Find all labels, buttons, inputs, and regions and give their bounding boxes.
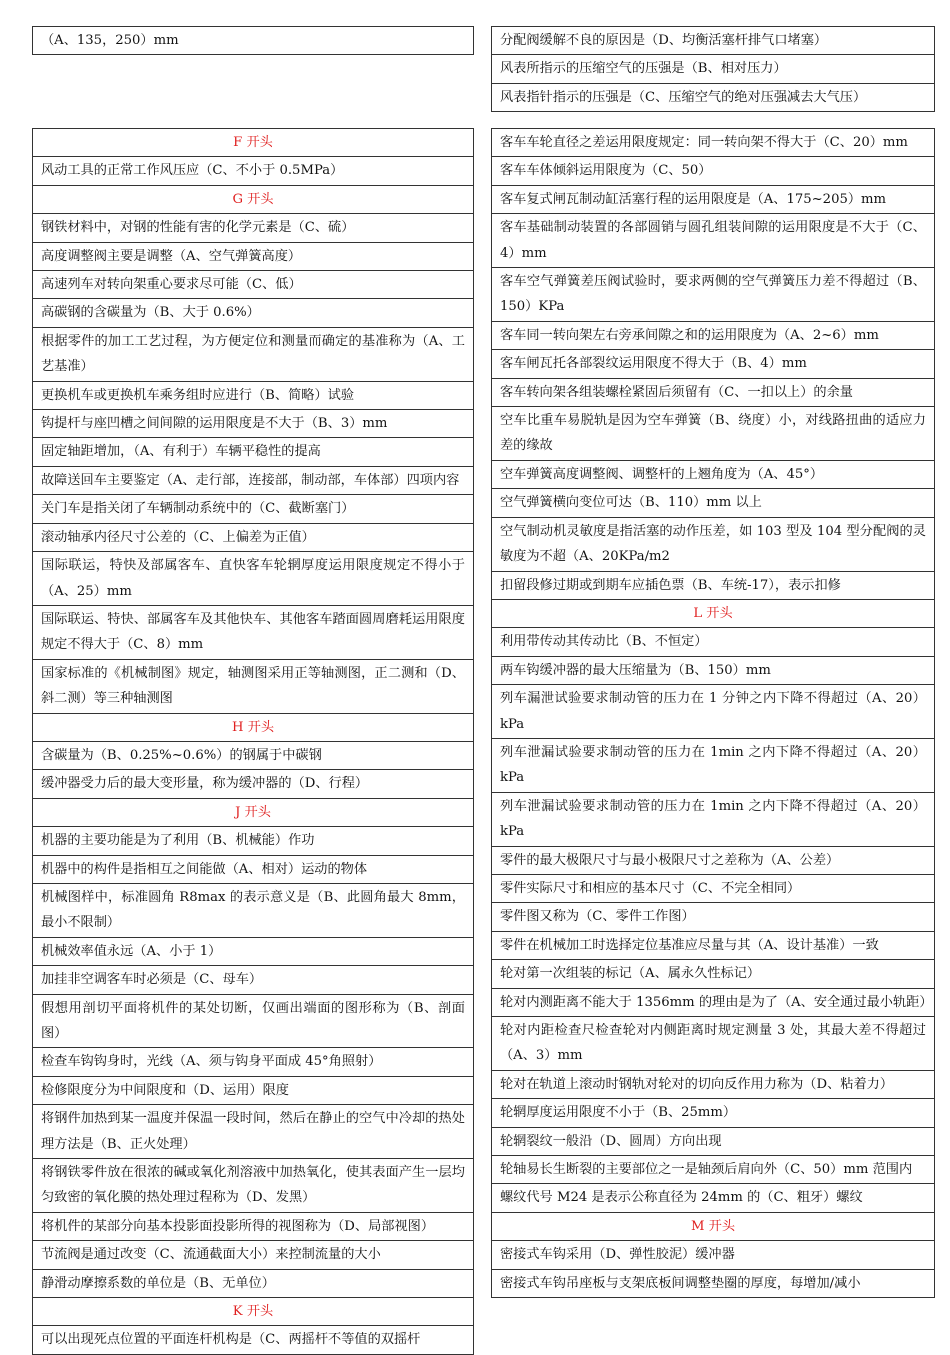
question-row: 将机件的某部分向基本投影面投影所得的视图称为（D、局部视图）: [33, 1212, 473, 1240]
question-row: 密接式车钩吊座板与支架底板间调整垫圈的厚度，每增加/减小: [492, 1269, 934, 1297]
top-left-table: [32, 26, 474, 55]
question-row: 静滑动摩擦系数的单位是（B、无单位）: [33, 1269, 473, 1297]
right-question-table: [491, 128, 935, 1298]
question-row: 机器的主要功能是为了利用（B、机械能）作功: [33, 826, 473, 854]
question-row: 将钢件加热到某一温度并保温一段时间，然后在静止的空气中冷却的热处理方法是（B、正火处理）: [33, 1104, 473, 1158]
question-row: 将钢铁零件放在很浓的碱或氧化剂溶液中加热氧化，使其表面产生一层均匀致密的氧化膜的热处理过程称为（D、发黑）: [33, 1158, 473, 1212]
question-row: 风表指针指示的压强是（C、压缩空气的绝对压强减去大气压）: [492, 83, 934, 111]
question-row: 客车闸瓦托各部裂纹运用限度不得大于（B、4）mm: [492, 349, 934, 377]
question-row: 轮轴易长生断裂的主要部位之一是轴颈后肩向外（C、50）mm 范围内: [492, 1155, 934, 1183]
question-row: 零件图又称为（C、零件工作图）: [492, 902, 934, 930]
question-row: 更换机车或更换机车乘务组时应进行（B、简略）试验: [33, 381, 473, 409]
question-row: 高碳钢的含碳量为（B、大于 0.6%）: [33, 298, 473, 326]
question-row: 客车转向架各组装螺栓紧固后须留有（C、一扣以上）的余量: [492, 378, 934, 406]
question-row: 关门车是指关闭了车辆制动系统中的（C、截断塞门）: [33, 494, 473, 522]
question-row: 列车泄漏试验要求制动管的压力在 1min 之内下降不得超过（A、20）kPa: [492, 792, 934, 846]
question-row: 两车钩缓冲器的最大压缩量为（B、150）mm: [492, 656, 934, 684]
question-row: 螺纹代号 M24 是表示公称直径为 24mm 的（C、粗牙）螺纹: [492, 1183, 934, 1211]
question-row: 空车比重车易脱轨是因为空车弹簧（B、绕度）小，对线路扭曲的适应力 差的缘故: [492, 406, 934, 460]
question-row: （A、135，250）mm: [41, 33, 179, 48]
question-row: 轮辋厚度运用限度不小于（B、25mm）: [492, 1098, 934, 1126]
question-row: 密接式车钩采用（D、弹性胶泥）缓冲器: [492, 1240, 934, 1268]
question-row: 轮对内距检查尺检查轮对内侧距离时规定测量 3 处，其最大差不得超过（A、3）mm: [492, 1016, 934, 1070]
question-row: 客车车轮直径之差运用限度规定：同一转向架不得大于（C、20）mm: [500, 135, 908, 150]
section-heading: M 开头: [492, 1212, 934, 1240]
question-row: 高度调整阀主要是调整（A、空气弹簧高度）: [33, 242, 473, 270]
question-row: 分配阀缓解不良的原因是（D、均衡活塞杆排气口堵塞）: [500, 33, 828, 48]
question-row: 钩提杆与座凹槽之间间隙的运用限度是不大于（B、3）mm: [33, 409, 473, 437]
section-heading: J 开头: [33, 798, 473, 826]
question-row: 假想用剖切平面将机件的某处切断，仅画出端面的图形称为（B、剖面图）: [33, 994, 473, 1048]
section-heading: L 开头: [492, 599, 934, 627]
section-heading: K 开头: [33, 1297, 473, 1325]
question-row: 机械效率值永远（A、小于 1）: [33, 937, 473, 965]
question-row: 客车空气弹簧差压阀试验时，要求两侧的空气弹簧压力差不得超过（B、150）KPa: [492, 267, 934, 321]
question-row: 故障送回车主要鉴定（A、走行部，连接部，制动部，车体部）四项内容: [33, 466, 473, 494]
question-row: 客车复式闸瓦制动缸活塞行程的运用限度是（A、175~205）mm: [492, 185, 934, 213]
question-row: 国际联运、特快、部属客车及其他快车、其他客车踏面圆周磨耗运用限度规定不得大于（C、8）mm: [33, 605, 473, 659]
question-row: 轮对内测距离不能大于 1356mm 的理由是为了（A、安全通过最小轨距）: [492, 988, 934, 1016]
section-heading: H 开头: [33, 713, 473, 741]
question-row: 固定轴距增加，（A、有利于）车辆平稳性的提高: [33, 437, 473, 465]
question-row: 空气制动机灵敏度是指活塞的动作压差，如 103 型及 104 型分配阀的灵敏度为不超（A、20KPa/m2: [492, 517, 934, 571]
question-row: 含碳量为（B、0.25%~0.6%）的钢属于中碳钢: [33, 741, 473, 769]
top-right-table: [491, 26, 935, 112]
question-row: 轮辋裂纹一般沿（D、圆周）方向出现: [492, 1127, 934, 1155]
question-row: 零件的最大极限尺寸与最小极限尺寸之差称为（A、公差）: [492, 846, 934, 874]
left-question-table: [32, 128, 474, 1355]
question-row: 缓冲器受力后的最大变形量，称为缓冲器的（D、行程）: [33, 769, 473, 797]
question-row: 风动工具的正常工作风压应（C、不小于 0.5MPa）: [33, 156, 473, 184]
question-row: 国家标准的《机械制图》规定，轴测图采用正等轴测图，正二测和（D、斜二测）等三种轴测图: [33, 659, 473, 713]
question-row: 可以出现死点位置的平面连杆机构是（C、两摇杆不等值的双摇杆: [33, 1325, 473, 1353]
question-row: 检查车钩钩身时，光线（A、须与钩身平面成 45°角照射）: [33, 1047, 473, 1075]
question-row: 列车泄漏试验要求制动管的压力在 1min 之内下降不得超过（A、20）kPa: [492, 738, 934, 792]
question-row: 节流阀是通过改变（C、流通截面大小）来控制流量的大小: [33, 1240, 473, 1268]
question-row: 风表所指示的压缩空气的压强是（B、相对压力）: [492, 54, 934, 82]
section-heading: F 开头: [233, 135, 273, 150]
question-row: 利用带传动其传动比（B、不恒定）: [492, 627, 934, 655]
question-row: 机器中的构件是指相互之间能做（A、相对）运动的物体: [33, 855, 473, 883]
question-row: 客车同一转向架左右旁承间隙之和的运用限度为（A、2~6）mm: [492, 321, 934, 349]
question-row: 空车弹簧高度调整阀、调整杆的上翘角度为（A、45°）: [492, 460, 934, 488]
question-row: 客车车体倾斜运用限度为（C、50）: [492, 156, 934, 184]
question-row: 高速列车对转向架重心要求尽可能（C、低）: [33, 270, 473, 298]
question-row: 列车漏泄试验要求制动管的压力在 1 分钟之内下降不得超过（A、20）kPa: [492, 684, 934, 738]
question-row: 滚动轴承内径尺寸公差的（C、上偏差为正值）: [33, 523, 473, 551]
question-row: 轮对第一次组装的标记（A、属永久性标记）: [492, 959, 934, 987]
question-row: 客车基础制动装置的各部圆销与圆孔组装间隙的运用限度是不大于（C、4）mm: [492, 213, 934, 267]
question-row: 扣留段修过期或到期车应插色票（B、车统-17），表示扣修: [492, 571, 934, 599]
question-row: 零件在机械加工时选择定位基准应尽量与其（A、设计基准）一致: [492, 931, 934, 959]
question-row: 钢铁材料中，对钢的性能有害的化学元素是（C、硫）: [33, 213, 473, 241]
question-row: 机械图样中，标准圆角 R8max 的表示意义是（B、此圆角最大 8mm，最小不限制）: [33, 883, 473, 937]
question-row: 空气弹簧横向变位可达（B、110）mm 以上: [492, 488, 934, 516]
question-row: 检修限度分为中间限度和（D、运用）限度: [33, 1076, 473, 1104]
question-row: 加挂非空调客车时必须是（C、母车）: [33, 965, 473, 993]
question-row: 零件实际尺寸和相应的基本尺寸（C、不完全相同）: [492, 874, 934, 902]
question-row: 轮对在轨道上滚动时钢轨对轮对的切向反作用力称为（D、粘着力）: [492, 1070, 934, 1098]
section-heading: G 开头: [33, 185, 473, 213]
question-row: 国际联运，特快及部属客车、直快客车轮辋厚度运用限度规定不得小于（A、25）mm: [33, 551, 473, 605]
question-row: 根据零件的加工工艺过程，为方便定位和测量而确定的基准称为（A、工艺基准）: [33, 327, 473, 381]
